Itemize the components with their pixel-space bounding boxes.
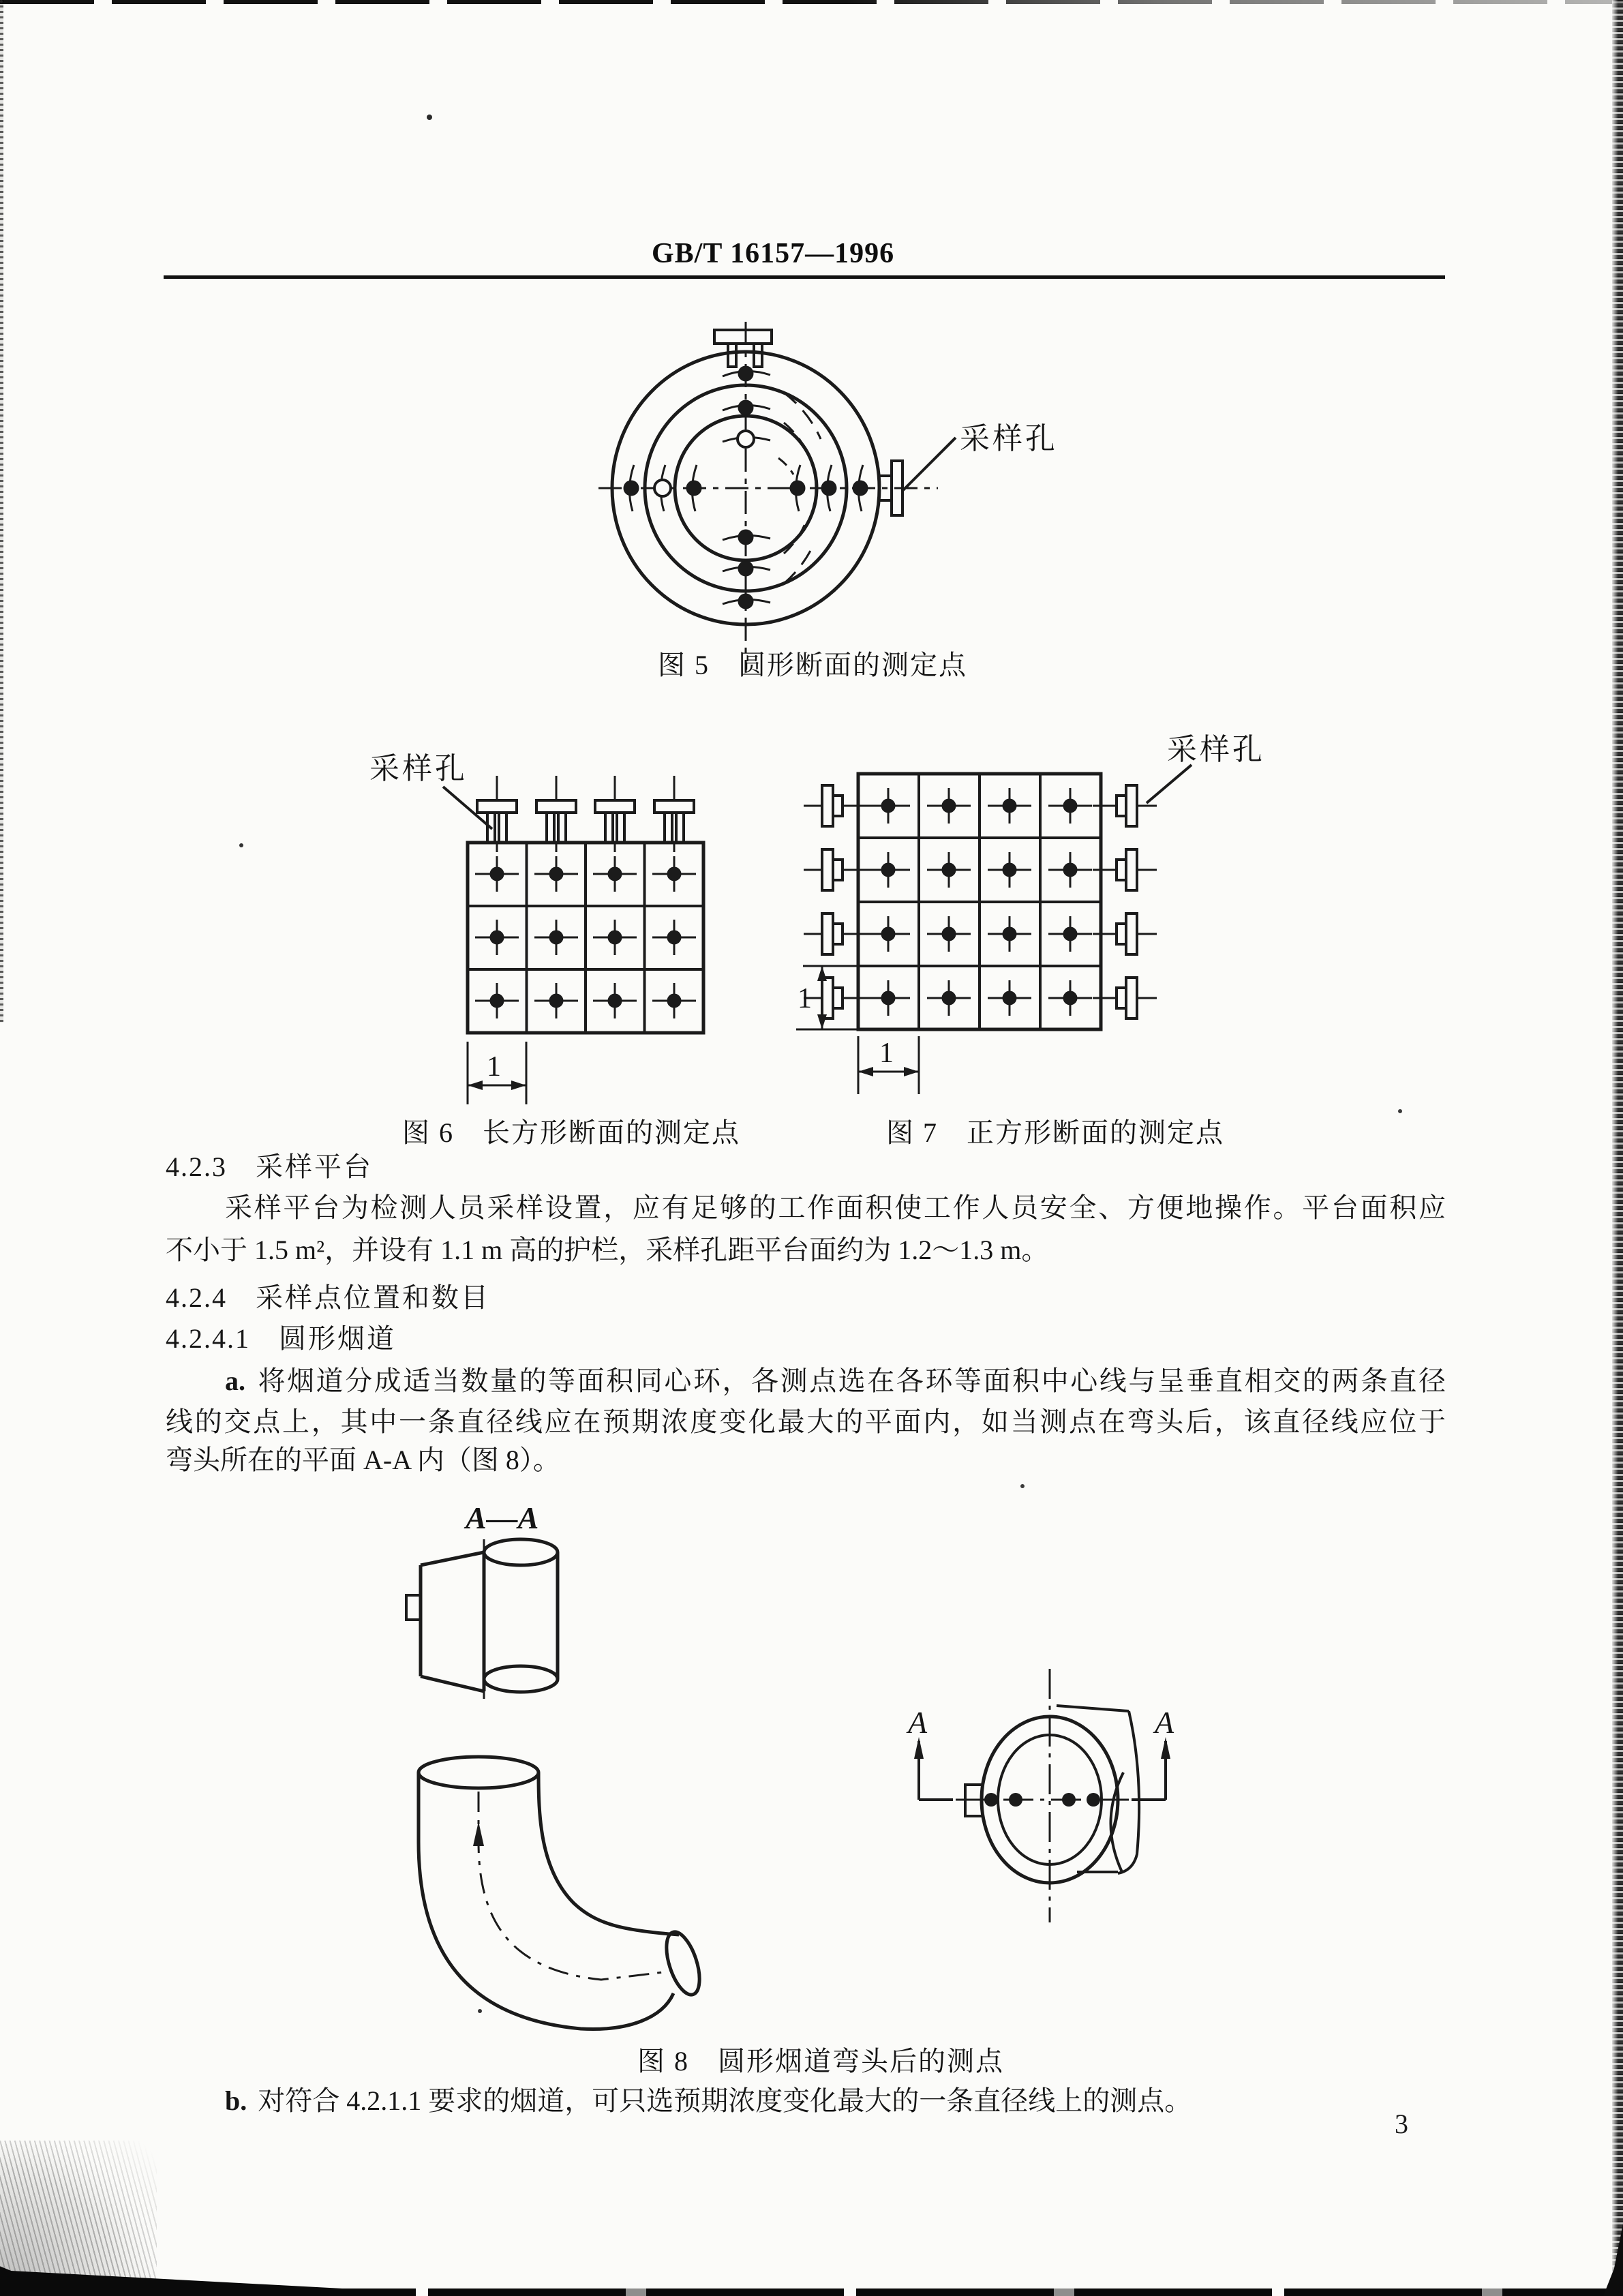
figure6-dimension-label: 1 xyxy=(487,1051,501,1083)
figure8-elbow-diagram xyxy=(375,1486,1234,2052)
scan-artifact-specks xyxy=(0,0,3,3)
figure7-square-section-diagram xyxy=(784,723,1288,1118)
figure5-leader-line xyxy=(902,438,956,491)
figure6-caption: 图 6 长方形断面的测定点 xyxy=(402,1117,740,1148)
figure8-section-view xyxy=(406,1539,558,1706)
figure8-elbow-centerline xyxy=(479,1792,669,1980)
figure5-circular-section-diagram xyxy=(559,293,1077,675)
item-a-label: a. xyxy=(225,1365,245,1396)
figure8-cutting-arrows xyxy=(914,1737,1170,1800)
figure8-elbow-pipe xyxy=(419,1757,706,2029)
figure8-end-view xyxy=(914,1669,1170,1922)
section-number: 4.2.4.1 xyxy=(166,1323,250,1354)
item-b-label: b. xyxy=(225,2085,247,2116)
scan-artifact-bottom-line xyxy=(0,2289,1623,2296)
scan-artifact-top-edge xyxy=(0,0,1623,4)
figure7-caption: 图 7 正方形断面的测定点 xyxy=(886,1117,1224,1148)
figure6-rectangular-section-diagram xyxy=(341,736,777,1118)
figure6-sampling-hole-label: 采样孔 xyxy=(369,752,468,785)
scan-artifact-right-edge xyxy=(1612,0,1623,2296)
item-b-text: 对符合 4.2.1.1 要求的烟道，可只选预期浓度变化最大的一条直径线上的测点。 xyxy=(258,2085,1192,2116)
figure8-caption: 图 8 圆形烟道弯头后的测点 xyxy=(637,2046,1004,2076)
figure7-grid xyxy=(858,774,1101,1029)
standard-number-header: GB/T 16157—1996 xyxy=(652,238,895,269)
paragraph-line: 采样平台为检测人员采样设置，应有足够的工作面积使工作人员安全、方便地操作。平台面积应 xyxy=(225,1192,1446,1223)
scan-artifact-speckle xyxy=(0,2141,157,2291)
figure5-top-port xyxy=(714,330,772,367)
figure8-section-label: A—A xyxy=(466,1500,539,1535)
figure8-flow-arrow xyxy=(473,1822,484,1846)
figure8-section-port xyxy=(406,1595,421,1620)
section-heading-4-2-3 xyxy=(166,1151,1446,1183)
section-heading-4-2-4 xyxy=(166,1282,1446,1314)
item-a-line1 xyxy=(166,1365,1446,1398)
section-title: 采样点位置和数目 xyxy=(256,1282,490,1313)
section-number: 4.2.3 xyxy=(166,1151,227,1182)
figure7-dimension-bottom-label: 1 xyxy=(879,1038,894,1069)
figure8-arrow-label-left: A xyxy=(908,1705,928,1740)
figure7-leader-line xyxy=(1147,765,1192,803)
section-number: 4.2.4 xyxy=(166,1282,227,1313)
item-a-line2: 线的交点上，其中一条直径线应在预期浓度变化最大的平面内，如当测点在弯头后，该直径线应位于 xyxy=(166,1406,1446,1437)
paragraph-line: 不小于 1.5 m²，并设有 1.1 m 高的护栏，采样孔距平台面约为 1.2～1.3 m。 xyxy=(166,1235,1049,1265)
section-heading-4-2-4-1 xyxy=(166,1323,1446,1355)
header-rule xyxy=(164,275,1445,279)
figure7-dimension-left-label: 1 xyxy=(798,983,812,1014)
scan-artifact-left-edge xyxy=(0,0,3,1023)
figure8-arrow-label-right: A xyxy=(1155,1705,1174,1740)
section-title: 圆形烟道 xyxy=(279,1323,396,1354)
item-a-text: 将烟道分成适当数量的等面积同心环，各测点选在各环等面积中心线与呈垂直相交的两条直径 xyxy=(256,1365,1446,1396)
page-number: 3 xyxy=(1395,2109,1408,2139)
item-a-line3: 弯头所在的平面 A-A 内（图 8）。 xyxy=(166,1445,560,1475)
figure5-sampling-hole-label: 采样孔 xyxy=(960,422,1058,455)
figure5-caption: 图 5 圆形断面的测定点 xyxy=(658,650,967,680)
item-b-line xyxy=(166,2085,1446,2117)
figure7-sampling-hole-label: 采样孔 xyxy=(1167,733,1265,766)
section-title: 采样平台 xyxy=(256,1151,373,1182)
